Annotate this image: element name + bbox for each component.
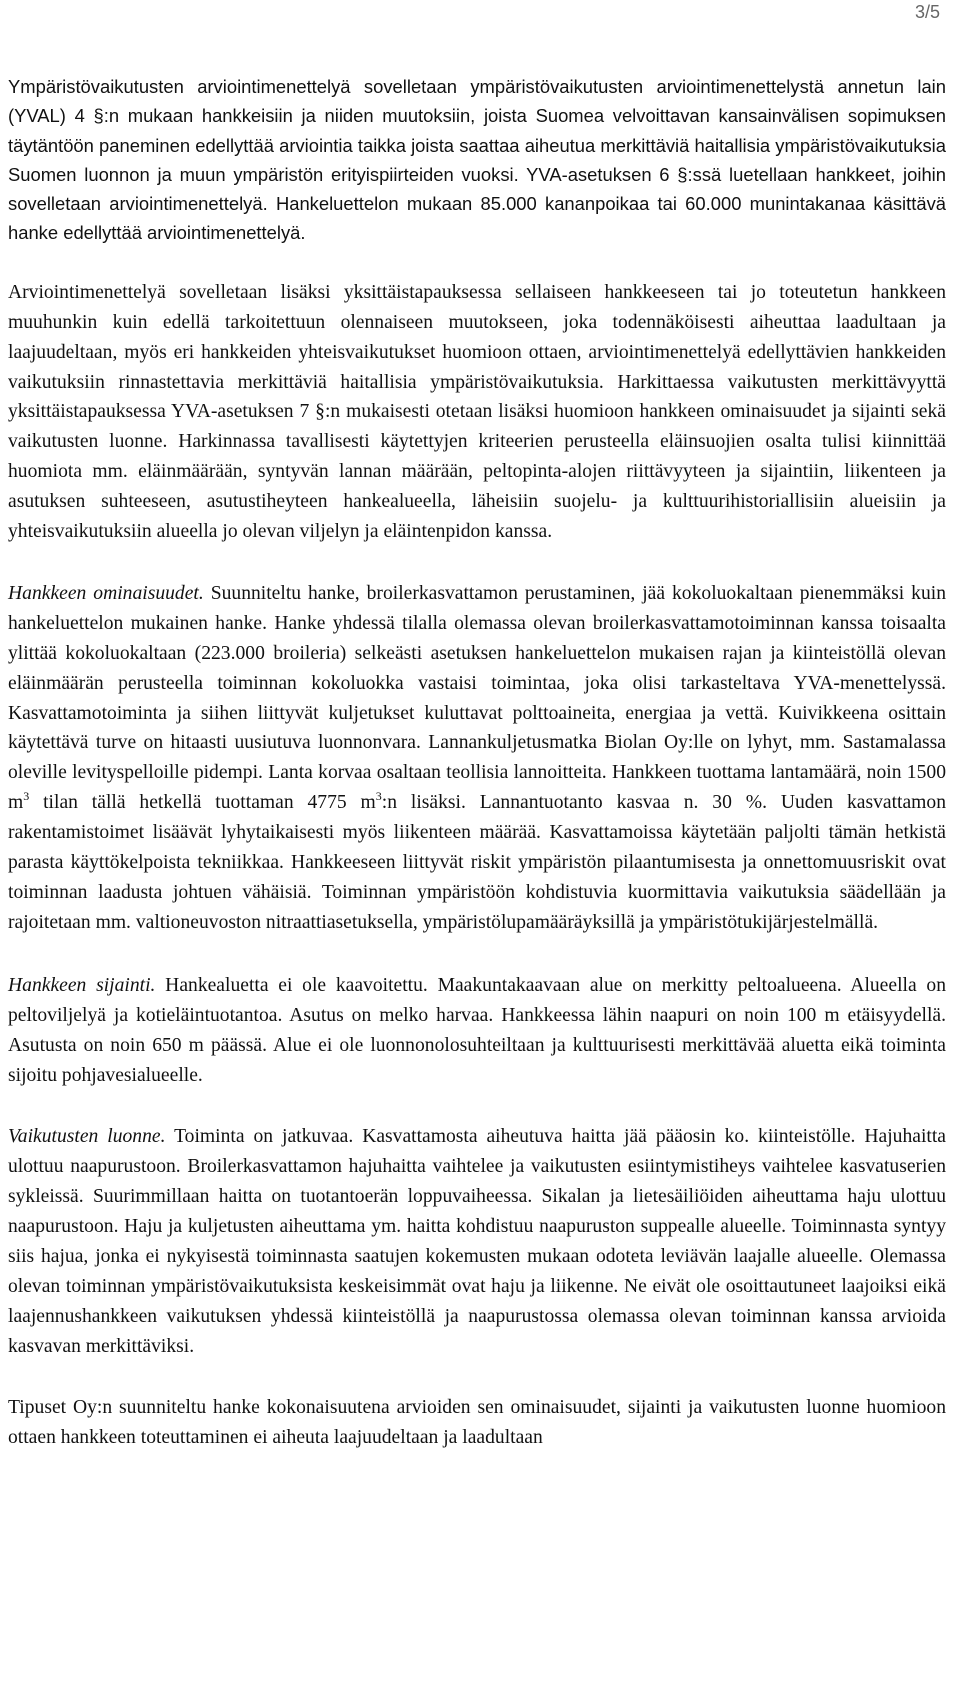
document-body — [8, 72, 946, 1453]
paragraph-case-by-case-assessment: Arviointimenettelyä sovelletaan lisäksi yksittäistapauksessa sellaiseen hankkeeseen tai jo toteutetun hankkeen muuhunkin kuin edellä tarkoitettuun olennaiseen muutokseen, joka todennäköisesti aiheuttaa laadultaan ja laajuudeltaan, myös eri hankkeiden yhteisvaikutukset huomioon ottaen, arviointimenettelyä edellyttävien hankkeiden vaikutuksiin rinnastettavia merkittäviä haitallisia ympäristövaikutuksia. Harkittaessa vaikutusten merkittävyyttä yksittäistapauksessa YVA-asetuksen 7 §:n mukaisesti otetaan lisäksi huomioon hankkeen ominaisuudet ja sijainti sekä vaikutusten luonne. Harkinnassa tavallisesti käytettyjen kriteerien perusteella eläinsuojien osalta tulisi kiinnittää huomiota mm. eläinmäärään, syntyvän lannan määrään, peltopinta-alojen riittävyyteen ja sijaintiin, liikenteen ja asutuksen suhteeseen, asutustiheyteen hankealueella, läheisiin suojelu- ja kulttuurihistoriallisiin alueisiin ja yhteisvaikutuksiin alueella jo olevan viljelyn ja eläintenpidon kanssa. — [8, 281, 946, 543]
paragraph-impact-nature — [8, 1122, 946, 1361]
paragraph-project-characteristics — [8, 579, 946, 938]
page-number: 3/5 — [914, 2, 940, 22]
paragraph-project-location — [8, 971, 946, 1091]
section-heading-characteristics: Hankkeen ominaisuudet. — [8, 582, 204, 604]
paragraph-conclusion: Tipuset Oy:n suunniteltu hanke kokonaisuutena arvioiden sen ominaisuudet, sijainti ja vaikutusten luonne huomioon ottaen hankkeen toteuttaminen ei aiheuta laajuudeltaan ja laadultaan — [8, 1396, 946, 1448]
superscript-cubic-2: 3 — [375, 789, 382, 804]
characteristics-text-part-3: :n lisäksi. Lannantuotanto kasvaa n. 30 %. Uuden kasvattamon rakentamistoimet lisäävät lyhytaikaisesti myös liikenteen määrää. Kasvattamoissa käytetään paljolti tämän hetkistä parasta käyttökelpoista tekniikkaa. Hankkeeseen liittyvät riskit ympäristön pilaantumisesta ja onnettomuusriskit ovat toiminnan laadusta johtuen vähäisiä. Toiminnan ympäristöön kohdistuvia kuormittavia vaikutuksia säädellään ja rajoitetaan mm. valtioneuvoston nitraattiasetuksella, ympäristölupamääräyksillä ja ympäristötukijärjestelmällä. — [8, 792, 946, 933]
superscript-cubic-1: 3 — [23, 789, 30, 804]
location-text: Hankealuetta ei ole kaavoitettu. Maakuntakaavaan alue on merkitty peltoalueena. Alueella on peltoviljelyä ja kotieläintuotantoa. Asutus on melko harvaa. Hankkeessa lähin naapuri on noin 100 m etäisyydellä. Asutusta on noin 650 m päässä. Alue ei ole luonnonolosuhteiltaan ja kulttuurisesti merkittävää aluetta eikä toiminta sijoitu pohjavesialueelle. — [8, 974, 947, 1086]
section-heading-location: Hankkeen sijainti. — [8, 974, 156, 996]
impact-nature-text: Toiminta on jatkuvaa. Kasvattamosta aiheutuva haitta jää pääosin ko. kiinteistölle. Hajuhaitta ulottuu naapurustoon. Broilerkasvattamon hajuhaitta vaihtelee ja vaikutusten esiintymistiheys vaihtelee kasvatuserien sykleissä. Suurimmillaan haitta on tuotantoerän loppuvaiheessa. Sikalan ja lietesäiliöiden aiheuttama haju ulottuu naapurustoon. Haju ja kuljetusten aiheuttama ym. haitta kohdistuu naapuruston suppealle alueelle. Toiminnasta syntyy siis hajua, jonka ei nykyisestä toiminnasta saatujen kokemusten mukaan odoteta leviävän laajalle alueelle. Olemassa olevan toiminnan ympäristövaikutuksista keskeisimmät ovat haju ja liikenne. Ne eivät ole osoittautuneet laajoiksi eikä laajennushankkeen vaikutuksen yhdessä kiinteistöllä ja naapurustossa olemassa olevan toiminnan kanssa arvioida kasvavan merkittäviksi. — [8, 1126, 946, 1357]
section-heading-impact-nature: Vaikutusten luonne. — [8, 1126, 166, 1148]
paragraph-yva-intro: Ympäristövaikutusten arviointimenettelyä sovelletaan ympäristövaikutusten arviointimenettelystä annetun lain (YVAL) 4 §:n mukaan hankkeisiin ja niiden muutoksiin, joista Suomea velvoittavan kansainvälisen sopimuksen täytäntöön paneminen edellyttää arviointia taikka joista saattaa aiheutua merkittäviä haitallisia ympäristövaikutuksia Suomen luonnon ja muun ympäristön erityispiirteiden vuoksi. YVA-asetuksen 6 §:ssä luetellaan hankkeet, joihin sovelletaan arviointimenettelyä. Hankeluettelon mukaan 85.000 kananpoikaa tai 60.000 munintakanaa käsittävä hanke edellyttää arviointimenettelyä. — [8, 76, 946, 244]
characteristics-text-part-1: Suunniteltu hanke, broilerkasvattamon perustaminen, jää kokoluokaltaan pienemmäksi kuin hankeluettelon mukainen hanke. Hanke yhdessä tilalla olemassa olevan broilerkasvattamotoiminnan kanssa toisaalta ylittää kokoluokaltaan (223.000 broileria) selkeästi asetuksen hankeluettelon mukaisen rajan ja kiinteistöllä olevan eläinmäärän perusteella toiminnan kokoluokka vastaisi toimintaa, joka olisi tarkasteltava YVA-menettelyssä. Kasvattamotoiminta ja siihen liittyvät kuljetukset kuluttavat polttoaineita, energiaa ja vettä. Kuivikkeena osittain käytettävä turve on hitaasti uusiutuva luonnonvara. Lannankuljetusmatka Biolan Oy:lle on lyhyt, mm. Sastamalassa oleville levityspelloille pidempi. Lanta korvaa osaltaan teollisia lannoitteita. Hankkeen tuottama lantamäärä, noin 1500 m — [8, 582, 946, 814]
characteristics-text-part-2: tilan tällä hetkellä tuottaman 4775 m — [29, 792, 376, 814]
